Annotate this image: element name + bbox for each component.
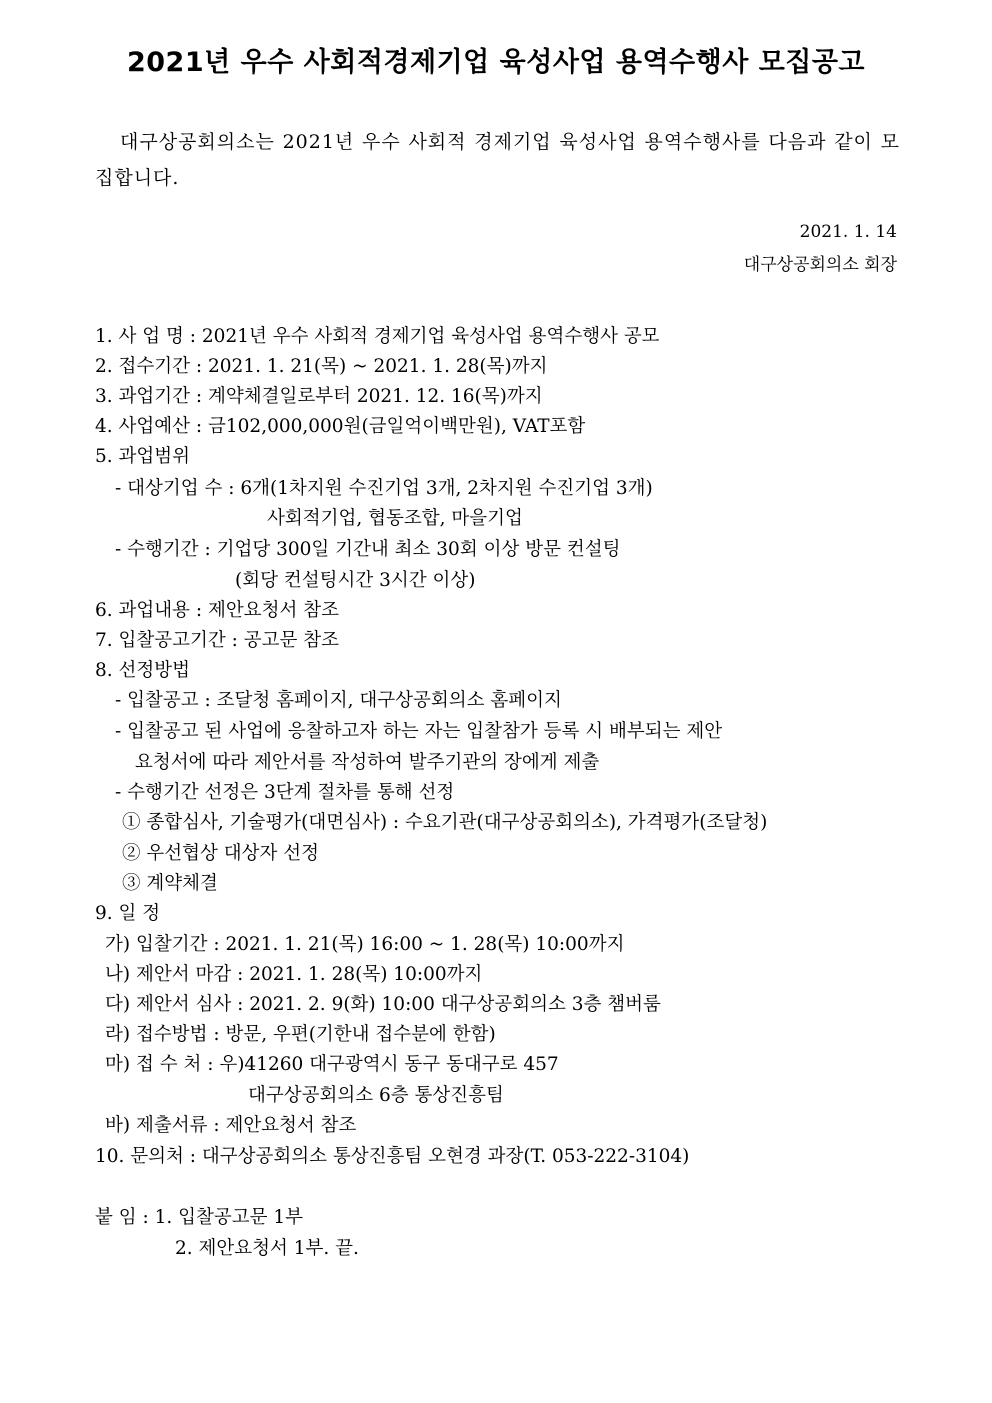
selection-step-1: ① 종합심사, 기술평가(대면심사) : 수요기관(대구상공회의소), 가격평가(조달청): [122, 812, 768, 833]
schedule-reception-method: 라) 접수방법 : 방문, 우편(기한내 접수분에 한함): [105, 1024, 496, 1045]
selection-submission-cont: 요청서에 따라 제안서를 작성하여 발주기관의 장에게 제출: [135, 752, 600, 773]
item-selection-heading: 8. 선정방법: [95, 660, 191, 681]
notice-date: 2021. 1. 14: [799, 222, 897, 242]
scope-execution-period: - 수행기간 : 기업당 300일 기간내 최소 30회 이상 방문 컨설팅: [115, 539, 621, 560]
item-task-period: 3. 과업기간 : 계약체결일로부터 2021. 12. 16(목)까지: [95, 386, 543, 407]
selection-bid-notice: - 입찰공고 : 조달청 홈페이지, 대구상공회의소 홈페이지: [115, 690, 562, 711]
item-schedule-heading: 9. 일 정: [95, 903, 161, 924]
item-project-name: 1. 사 업 명 : 2021년 우수 사회적 경제기업 육성사업 용역수행사 공모: [95, 326, 660, 347]
schedule-reception-address: 마) 접 수 처 : 우)41260 대구광역시 동구 동대구로 457: [105, 1054, 559, 1075]
item-scope-heading: 5. 과업범위: [95, 446, 191, 467]
item-task-content: 6. 과업내용 : 제안요청서 참조: [95, 600, 339, 621]
item-bid-period: 7. 입찰공고기간 : 공고문 참조: [95, 630, 339, 651]
selection-three-steps: - 수행기간 선정은 3단계 절차를 통해 선정: [115, 782, 455, 803]
schedule-documents: 바) 제출서류 : 제안요청서 참조: [105, 1115, 357, 1136]
selection-submission: - 입찰공고 된 사업에 응찰하고자 하는 자는 입찰참가 등록 시 배부되는 제안: [115, 721, 723, 742]
selection-step-3: ③ 계약체결: [122, 873, 218, 894]
scope-consulting-hours: (회당 컨설팅시간 3시간 이상): [235, 570, 476, 591]
schedule-reception-address-cont: 대구상공회의소 6층 통상진흥팀: [248, 1085, 504, 1106]
scope-target-count: - 대상기업 수 : 6개(1차지원 수진기업 3개, 2차지원 수진기업 3개): [115, 478, 653, 499]
schedule-bid-period: 가) 입찰기간 : 2021. 1. 21(목) 16:00 ~ 1. 28(목) 10:00까지: [105, 934, 625, 955]
scope-target-types: 사회적기업, 협동조합, 마을기업: [267, 508, 523, 529]
schedule-proposal-deadline: 나) 제안서 마감 : 2021. 1. 28(목) 10:00까지: [105, 964, 483, 985]
page-title: 2021년 우수 사회적경제기업 육성사업 용역수행사 모집공고: [126, 47, 866, 78]
notice-issuer: 대구상공회의소 회장: [743, 255, 897, 275]
intro-paragraph: 대구상공회의소는 2021년 우수 사회적 경제기업 육성사업 용역수행사를 다음과 같이 모집합니다.: [95, 131, 900, 189]
selection-step-2: ② 우선협상 대상자 선정: [122, 843, 319, 864]
attachment-1: 붙 임 : 1. 입찰공고문 1부: [95, 1207, 304, 1228]
attachment-2: 2. 제안요청서 1부. 끝.: [175, 1238, 359, 1259]
item-budget: 4. 사업예산 : 금102,000,000원(금일억이백만원), VAT포함: [95, 416, 586, 437]
schedule-proposal-review: 다) 제안서 심사 : 2021. 2. 9(화) 10:00 대구상공회의소 3층 챔버룸: [105, 994, 661, 1015]
item-contact: 10. 문의처 : 대구상공회의소 통상진흥팀 오현경 과장(T. 053-222-3104): [95, 1146, 690, 1167]
item-reception-period: 2. 접수기간 : 2021. 1. 21(목) ~ 2021. 1. 28(목)까지: [95, 356, 548, 377]
